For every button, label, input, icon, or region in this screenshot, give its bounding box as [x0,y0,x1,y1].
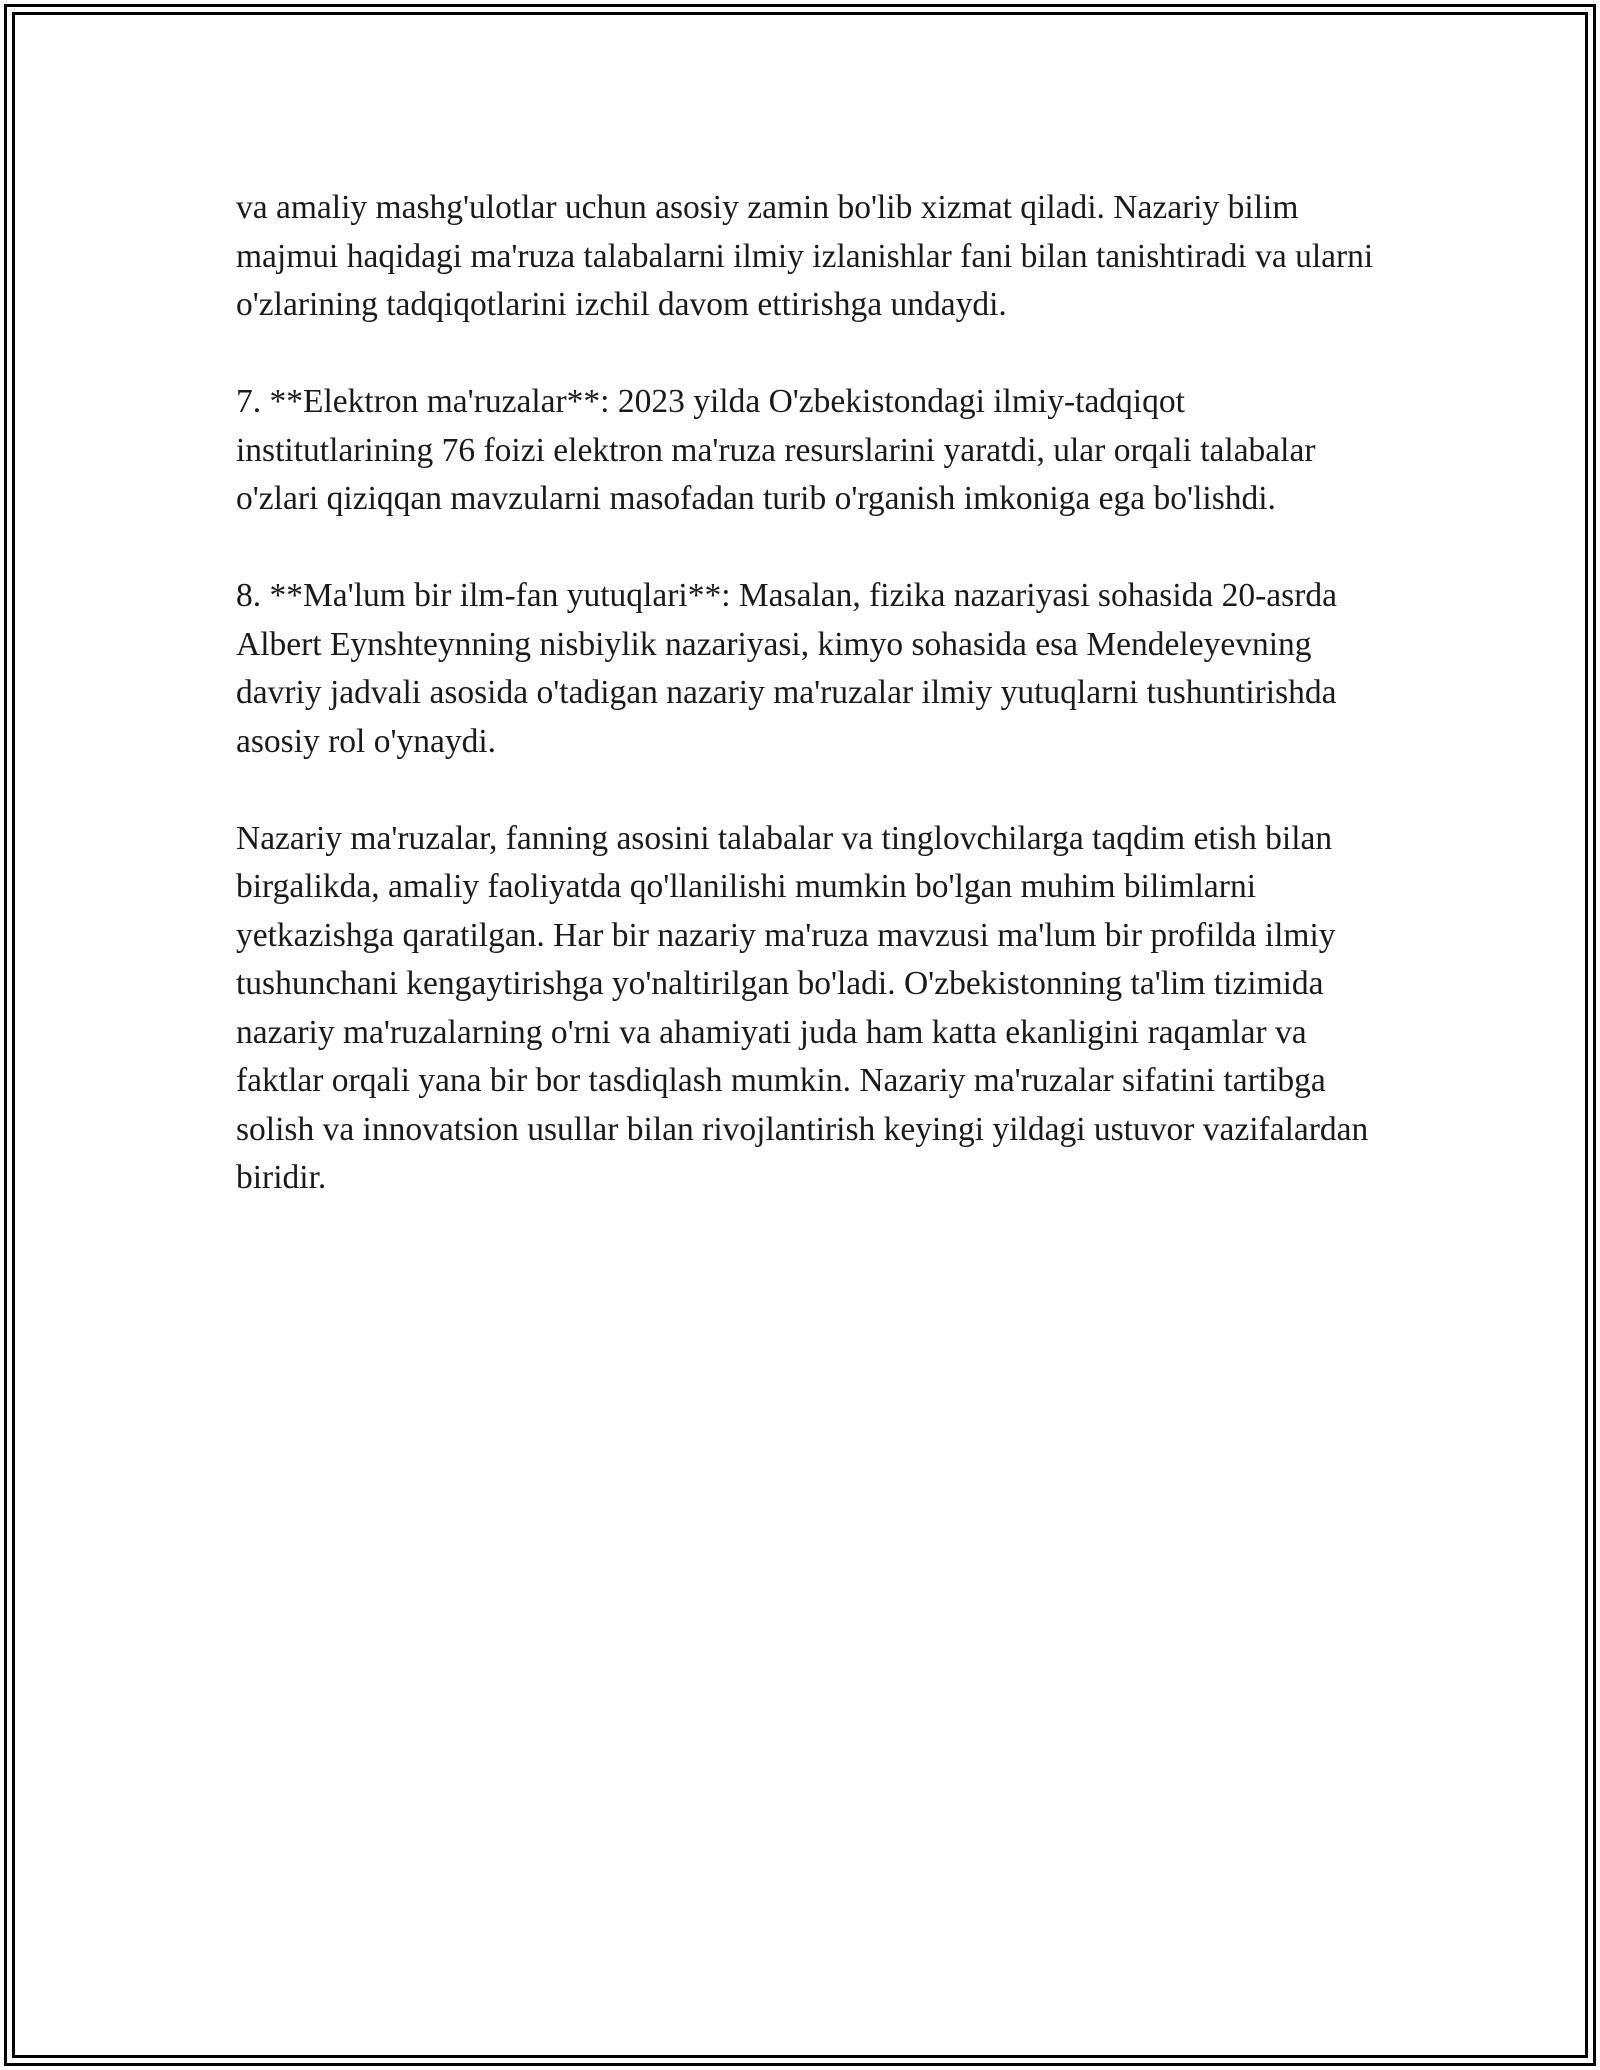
paragraph-intro-continuation: va amaliy mashg'ulotlar uchun asosiy zamin bo'lib xizmat qiladi. Nazariy bilim majmui haqidagi ma'ruza talabalarni ilmiy izlanishlar fani bilan tanishtiradi va ularni o'zlarining tadqiqotlarini izchil davom ettirishga undaydi. [236,189,1374,323]
paragraph-conclusion: Nazariy ma'ruzalar, fanning asosini talabalar va tinglovchilarga taqdim etish bilan birgalikda, amaliy faoliyatda qo'llanilishi mumkin bo'lgan muhim bilimlarni yetkazishga qaratilgan. Har bir nazariy ma'ruza mavzusi ma'lum bir profilda ilmiy tushunchani kengaytirishga yo'naltirilgan bo'ladi. O'zbekistonning ta'lim tizimida nazariy ma'ruzalarning o'rni va ahamiyati juda ham katta ekanligini raqamlar va faktlar orqali yana bir bor tasdiqlash mumkin. Nazariy ma'ruzalar sifatini tartibga solish va innovatsion usullar bilan rivojlantirish keyingi yildagi ustuvor vazifalardan biridir. [236,819,1369,1196]
document-body [236,184,1376,1203]
paragraph-item-7: 7. **Elektron ma'ruzalar**: 2023 yilda O'zbekistondagi ilmiy-tadqiqot institutlarining 76 foizi elektron ma'ruza resurslarini yaratdi, ular orqali talabalar o'zlari qiziqqan mavzularni masofadan turib o'rganish imkoniga ega bo'lishdi. [236,383,1316,517]
paragraph-item-8: 8. **Ma'lum bir ilm-fan yutuqlari**: Masalan, fizika nazariyasi sohasida 20-asrda Albert Eynshteynning nisbiylik nazariyasi, kimyo sohasida esa Mendeleyevning davriy jadvali asosida o'tadigan nazariy ma'ruzalar ilmiy yutuqlarni tushuntirishda asosiy rol o'ynaydi. [236,577,1337,760]
